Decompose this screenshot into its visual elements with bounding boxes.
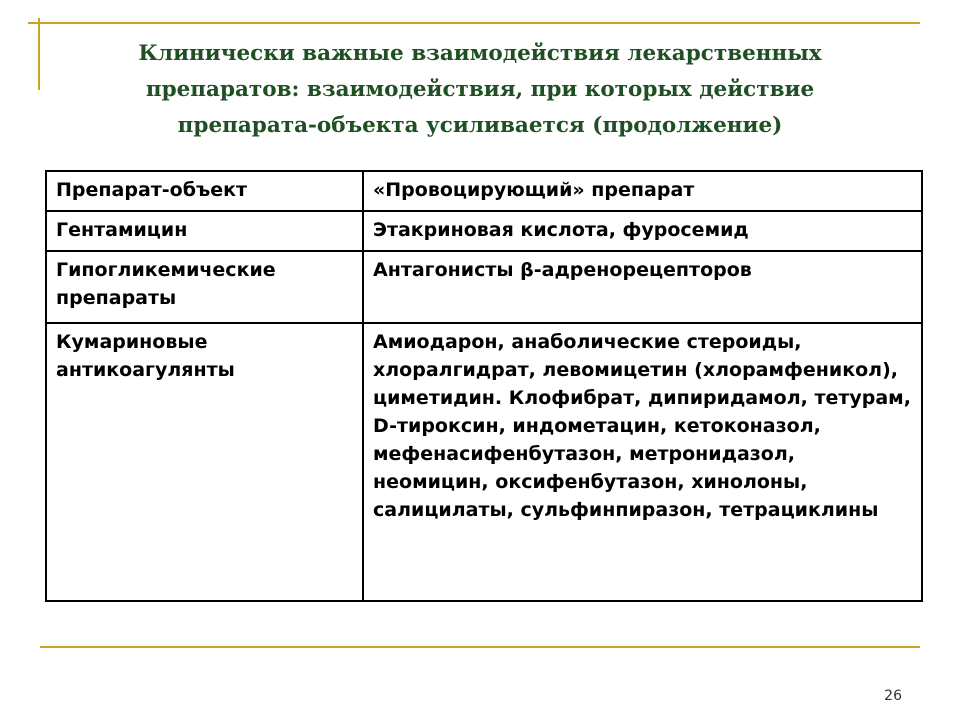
- provoking-drug-cell: Этакриновая кислота, фуросемид: [363, 211, 922, 251]
- slide-title: [60, 36, 900, 144]
- page-number: 26: [884, 688, 902, 704]
- table-row: [46, 323, 922, 601]
- provoking-drug-cell: Антагонисты β-адренорецепторов: [363, 251, 922, 323]
- object-drug-cell: Гипогликемические препараты: [46, 251, 363, 323]
- title-line-2: препаратов: взаимодействия, при которых действие: [145, 77, 815, 102]
- interactions-table-container: [45, 170, 919, 602]
- provoking-drug-cell: Амиодарон, анаболические стероиды, хлоралгидрат, левомицетин (хлорамфеникол), циметидин. Клофибрат, дипиридамол, тетурам, D-тироксин, индометацин, кетоконазол, мефенасифенбутазон, метронидазол, неомицин, оксифенбутазон, хинолоны, салицилаты, сульфинпиразон, тетрациклины: [363, 323, 922, 601]
- table-row: [46, 251, 922, 323]
- title-line-1: Клинически важные взаимодействия лекарственных: [138, 41, 822, 66]
- table-header-row: [46, 171, 922, 211]
- object-drug-cell: Гентамицин: [46, 211, 363, 251]
- decorative-bottom-line: [40, 646, 920, 648]
- header-object-drug: Препарат-объект: [46, 171, 363, 211]
- table-row: [46, 211, 922, 251]
- interactions-table: [45, 170, 923, 602]
- title-line-3: препарата-объекта усиливается (продолжение): [177, 113, 783, 138]
- decorative-left-line: [38, 18, 40, 90]
- decorative-top-line: [28, 22, 920, 24]
- header-provoking-drug: «Провоцирующий» препарат: [363, 171, 922, 211]
- object-drug-cell: Кумариновые антикоагулянты: [46, 323, 363, 601]
